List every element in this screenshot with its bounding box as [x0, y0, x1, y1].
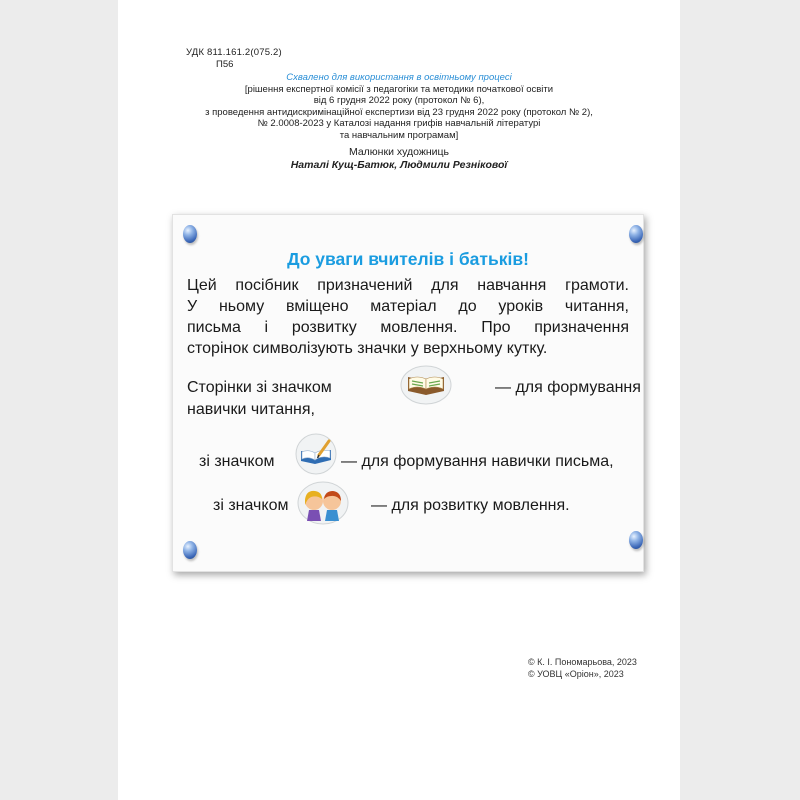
copyright-publisher: © УОВЦ «Оріон», 2023 — [528, 669, 624, 679]
approval-detail-4: № 2.0008-2023 у Каталозі надання грифів навчальній літературі — [257, 118, 541, 129]
catalog-code: П56 — [216, 59, 234, 70]
intro-line: сторінок символізують значки у верхньому кутку. — [187, 340, 548, 357]
speech-suffix: — для розвитку мовлення. — [371, 497, 570, 514]
intro-line: Цей посібник призначений для навчання грамоти. — [187, 277, 629, 294]
illustrations-artists: Наталі Кущ-Батюк, Людмили Резнікової — [290, 159, 508, 171]
illustrations-label: Малюнки художниць — [348, 146, 450, 158]
pushpin-icon — [183, 225, 197, 243]
udk-code: УДК 811.161.2(075.2) — [186, 47, 282, 58]
notice-board — [172, 214, 644, 572]
intro-line: У ньому вміщено матеріал до уроків читання, — [187, 298, 629, 315]
page — [118, 0, 680, 800]
approval-line: Схвалено для використання в освітньому процесі — [286, 72, 512, 83]
intro-paragraph — [187, 275, 629, 359]
copyright-author: © К. І. Пономарьова, 2023 — [528, 657, 637, 667]
approval-block — [118, 72, 680, 172]
board-title: До уваги вчителів і батьків! — [287, 249, 529, 269]
writing-suffix: — для формування навички письма, — [341, 453, 614, 470]
approval-detail-3: з проведення антидискримінаційної експертизи від 23 грудня 2022 року (протокол № 2), — [205, 106, 593, 118]
speech-prefix: зі значком — [213, 497, 289, 514]
approval-detail-5: та навчальним програмам] — [339, 129, 459, 141]
reading-suffix: — для формування — [495, 379, 641, 396]
approval-detail-2: від 6 грудня 2022 року (протокол № 6), — [313, 95, 485, 106]
pen-notebook-icon — [295, 433, 337, 475]
pushpin-icon — [629, 225, 643, 243]
pushpin-icon — [629, 531, 643, 549]
reading-line2: навички читання, — [187, 401, 315, 418]
open-book-icon — [400, 365, 452, 405]
reading-prefix: Сторінки зі значком — [187, 379, 332, 396]
talking-children-icon — [297, 481, 349, 525]
approval-detail-1: [рішення експертної комісії з педагогіки та методики початкової освіти — [244, 83, 554, 95]
pushpin-icon — [183, 541, 197, 559]
writing-prefix: зі значком — [199, 453, 275, 470]
intro-line: письма і розвитку мовлення. Про призначення — [187, 319, 629, 336]
